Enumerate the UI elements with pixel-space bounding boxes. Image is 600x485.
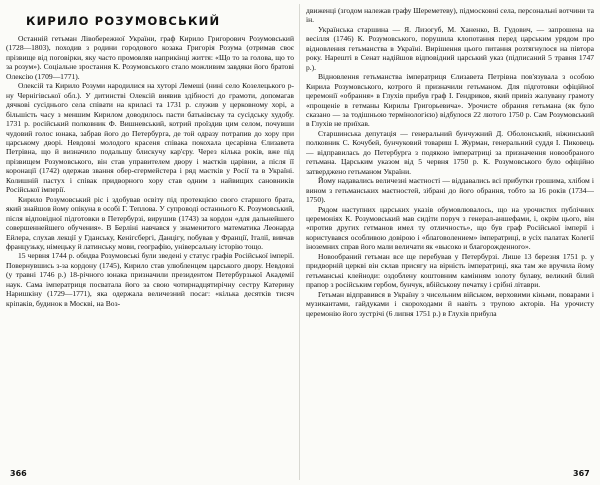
paragraph: Новообраний гетьман все ще перебував у Петербурзі. Лише 13 березня 1751 р. у придворній церкві він склав присягу на вірність імператриці, яка там же вручила йому гетьманські клейноди: оздоблену коштовним камінням золоту булаву, великий білий прапор з російським гербом, бунчук, вбійськову печатку і срібні літаври. — [306, 251, 594, 290]
paragraph: Старшинська депутація — генеральний бунчужний Д. Оболонський, ніжинський полковник С. Кочубей, бунчуковий товариш І. Журман, генеральний суддя І. Пиковець — відправилась до Петербурга з подякою імператриці за призначення новообраного гетьмана. Царським указом від 5 червня 1750 р. К. Розумовського було офіційно затверджено гетьманом України. — [306, 128, 594, 176]
page-number-left: 366 — [10, 469, 27, 478]
paragraph: Йому надавались величезні маєтності — віддавались всі прибутки грошима, хлібом і вином з гетьманських маєтностей, зібрані до його обрання, тобто за 16 років (1734—1750). — [306, 176, 594, 205]
paragraph: Останній гетьман Лівобережної України, граф Кирило Григорович Розумовський (1728—1803), походив з родини городового козака Григорія Розума (отримав своє прізвище від поговірки, яку часто промовляв наприкінці життя: «Що то за голова, що то за розум»). Соціальне зростання К. Розумовського стало можливим завдяки його братові Олексію (1709—1771). — [6, 34, 294, 81]
left-page — [6, 6, 294, 468]
page-number-right: 367 — [573, 469, 590, 478]
paragraph: движенці (згодом належав графу Шереметеву), підмосковні села, персональні вотчини та ін. — [306, 6, 594, 25]
page-gutter — [299, 4, 300, 480]
right-page — [306, 6, 594, 468]
paragraph: Українська старшина — Я. Лизогуб, М. Ханенко, В. Гудович, — запрошена на весілля (1746) К. Розумовського, порушила клопотання перед царським урядом про відновлення гетьманства в Україні. Вирішення цього питання розтягнулося на півтора року. Нарешті в Сенат надійшов відповідний царський указ (підписаний 5 травня 1747 р.). — [306, 24, 594, 72]
paragraph: Рядом наступних царських указів обумовлювалось, що на урочистих публічних церемоніях К. Розумовський мав сидіти поруч з генерал-аншефами, і, окрім цього, він «против других гетманов имел ту отличность», що був граф Російської імперії і користувався особливою довірою і «благоволением» імператриці, в усіх палатах Колегії іноземних справ його мали величати як «высоко и благорожденного». — [306, 204, 594, 252]
chapter-heading: КИРИЛО РОЗУМОВСЬКИЙ — [26, 14, 221, 28]
paragraph: 15 червня 1744 р. обидва Розумовські були зведені у статус графів Російської імперії. Повернувшись з-за кордону (1745), Кирило став улюбленцем царського двору. Невдовзі (у травні 1746 р.) 18-річного юнака призначили президентом Петербурзької Академії наук. Сама імператриця посватала його за свою чотирнадцятирічну сестру Катерину Наришкіну (1729—1771), яка одержала величезний посаг: «кілька десятків тисяч кріпаків, будинок в Москві, на Воз- — [6, 251, 294, 308]
paragraph: Гетьман відправився в Україну з чисельним військом, верховими кіньми, поварами і музикантами, гайдуками і скороходами й навіть з трупою акторів. На урочисту церемонію його зустрічі (6 липня 1751 р.) в Глухів прибула — [306, 289, 594, 318]
paragraph: Олексій та Кирило Розуми народилися на хуторі Лемеші (нині село Козелецького р-ну Чернігівської обл.). У дитинстві Олексій виявив здібності до грамоти, допомагав дячкові сусіднього села співати на криласі та 1731 р. служив у церковному хорі, а більшість часу з меншим Кирилом доводилось пасти батьківську та сусідську худобу. 1731 р. російський полковник Ф. Вишневський, котрий проїздив цим селом, почувши чудовий голос юнака, забрав його до Петербурга, де той одразу потрапив до хору при царському дворі. Невдовзі молодого красеня співака покохала цесарівна Єлизавета Петрівна, що й визначило подальшу блискучу кар'єру. Через кілька років, вже під прізвищем Розумовського, він став управителем двору і маєтків царівни, а після її коронації (1742) одержав звання обер-єгермейстера і ряд маєтків у Росії та в Україні. Колишній пастух і співак придворного хору став одним з найвищих сановників Російської імперії. — [6, 81, 294, 195]
paragraph: Відновлення гетьманства імператриця Єлизавета Петрівна пов'язувала з особою Кирила Розумовського, котрого й призначили гетьманом. Для підготовки офіційної церемонії «обрання» в Глухів прибув граф І. Гендриков, який привіз жалувану грамоту «прощеніе в гетманы Кирилы Григорьевича». Урочисте обрання гетьмана (як було сказано — за тодішньою термінологією) відбулося 22 лютого 1750 р. Сам Розумовський в Глухів не приїхав. — [306, 72, 594, 129]
paragraph: Кирило Розумовський ріс і здобував освіту під протекцією свого старшого брата, який знайшов йому опікуна в особі Г. Теплова. У супроводі останнього К. Розумовський, після відповідної підготовки в Петербурзі, вирушив (1743) за кордон «для дальнейшего совершеннейшего обучения». В Берліні навчався у знаменитого математика Леонарда Ейлера, слухав лекції у Гданську, Кенігсбергі, Данцігу, побував у Франції, Італії, вивчав французьку, німецьку й латинську мови, географію, універсальну історію тощо. — [6, 194, 294, 251]
